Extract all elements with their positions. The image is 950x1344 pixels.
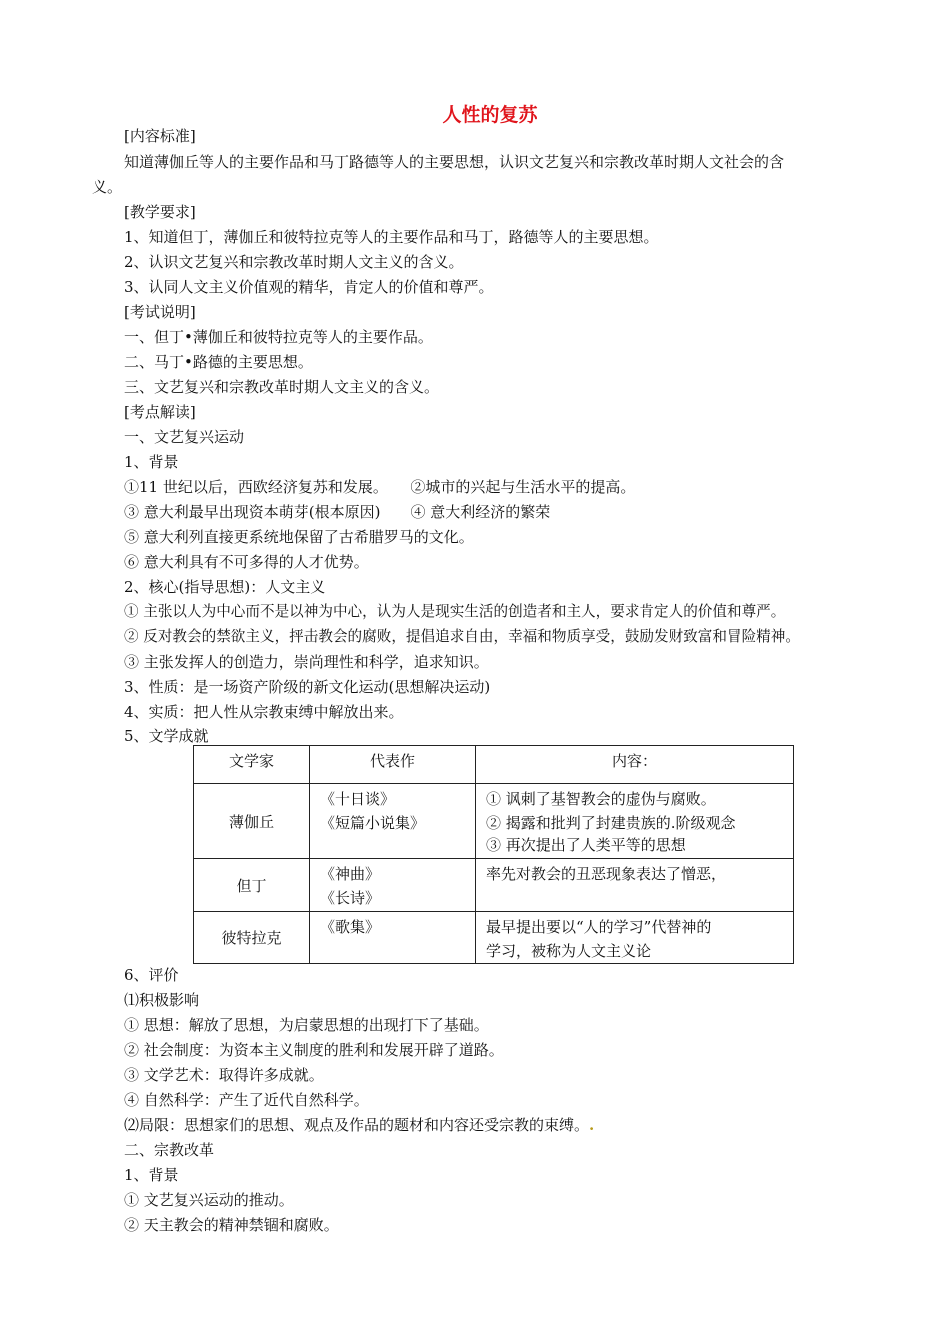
renaissance-core-item: ① 主张以人为中心而不是以神为中心，认为人是现实生活的创造者和主人，要求肯定人的价值和尊严。 [124,603,786,620]
page-title: 人性的复苏 [442,104,538,126]
works-cell [310,912,476,964]
table-header-cell: 文学家 [194,746,310,784]
renaissance-background-item: ⑥ 意大利具有不可多得的人才优势。 [124,553,369,571]
positive-impact-item: ② 社会制度：为资本主义制度的胜利和发展开辟了道路。 [124,1041,504,1059]
literature-table [193,745,794,964]
content-line: ② 揭露和批判了封建贵族的.阶级观念 [486,814,736,832]
limitation-mark: . [589,1116,595,1134]
table-row [194,784,794,859]
limitation-text [124,1115,594,1135]
points-heading: [考点解读] [124,403,196,421]
table-header-cell: 代表作 [310,746,476,784]
author-cell: 薄伽丘 [194,784,310,859]
limitation-body: ⑵局限：思想家们的思想、观点及作品的题材和内容还受宗教的束缚。 [124,1116,590,1134]
work-title: 《十日谈》 [320,790,396,808]
content-line: 率先对教会的丑恶现象表达了憎恶， [486,865,727,883]
renaissance-heading: 一、文艺复兴运动 [124,428,245,446]
content-cell [476,784,794,859]
positive-impact-item: ④ 自然科学：产生了近代自然科学。 [124,1091,369,1109]
works-cell [310,784,476,859]
work-title: 《神曲》 [320,865,381,883]
renaissance-background-item: ③ 意大利最早出现资本萌芽(根本原因) ④ 意大利经济的繁荣 [124,503,551,521]
exam-item: 三、文艺复兴和宗教改革时期人文主义的含义。 [124,378,440,396]
renaissance-core-item: ② 反对教会的禁欲主义，抨击教会的腐败，提倡追求自由，幸福和物质享受，鼓励发财致富和冒险精神。 [124,628,800,645]
author-cell: 但丁 [194,859,310,912]
evaluation-heading: 6、评价 [124,966,179,984]
teaching-item: 2、认识文艺复兴和宗教改革时期人文主义的含义。 [124,253,464,271]
content-line: ① 讽刺了基智教会的虚伪与腐败。 [486,790,716,808]
table-row [194,912,794,964]
table-row [194,859,794,912]
content-line: 最早提出要以“人的学习”代替神的 [486,918,712,936]
renaissance-background-item: ⑤ 意大利列直接更系统地保留了古希腊罗马的文化。 [124,528,474,546]
content-standard-text: 知道薄伽丘等人的主要作品和马丁路德等人的主要思想，认识文艺复兴和宗教改革时期人文社会的含 [124,153,785,171]
renaissance-background-item: ①11 世纪以后，西欧经济复苏和发展。 ②城市的兴起与生活水平的提高。 [124,478,636,496]
content-cell [476,859,794,912]
content-line: ③ 再次提出了人类平等的思想 [486,836,686,854]
content-standard-heading: [内容标准] [124,127,196,145]
table-header-row [194,746,794,784]
positive-impact-item: ③ 文学艺术：取得许多成就。 [124,1066,324,1084]
positive-impact-item: ① 思想：解放了思想，为启蒙思想的出现打下了基础。 [124,1016,489,1034]
teaching-item: 1、知道但丁，薄伽丘和彼特拉克等人的主要作品和马丁，路德等人的主要思想。 [124,228,659,246]
literature-heading: 5、文学成就 [124,727,209,745]
work-title: 《长诗》 [320,889,381,907]
reformation-background-item: ① 文艺复兴运动的推动。 [124,1191,294,1209]
exam-item: 二、马丁•路德的主要思想。 [124,353,313,371]
teaching-item: 3、认同人文主义价值观的精华，肯定人的价值和尊严。 [124,278,494,296]
content-cell [476,912,794,964]
reformation-heading: 二、宗教改革 [124,1141,215,1159]
exam-heading: [考试说明] [124,303,196,321]
content-standard-text-cont: 义。 [92,178,123,196]
renaissance-nature: 3、性质：是一场资产阶级的新文化运动(思想解决运动) [124,678,491,696]
work-title: 《歌集》 [320,918,381,936]
reformation-background-heading: 1、背景 [124,1166,179,1184]
reformation-background-item: ② 天主教会的精神禁锢和腐败。 [124,1216,339,1234]
renaissance-background-heading: 1、背景 [124,453,179,471]
work-title: 《短篇小说集》 [320,814,426,832]
author-cell: 彼特拉克 [194,912,310,964]
renaissance-core-heading: 2、核心(指导思想)：人文主义 [124,578,326,596]
table-header-cell: 内容： [476,746,794,784]
positive-impact-heading: ⑴积极影响 [124,991,200,1009]
content-line: 学习，被称为人文主义论 [486,942,652,960]
renaissance-core-item: ③ 主张发挥人的创造力，崇尚理性和科学，追求知识。 [124,653,489,671]
renaissance-essence: 4、实质：把人性从宗教束缚中解放出来。 [124,703,404,721]
teaching-heading: [教学要求] [124,203,196,221]
exam-item: 一、但丁•薄伽丘和彼特拉克等人的主要作品。 [124,328,433,346]
works-cell [310,859,476,912]
